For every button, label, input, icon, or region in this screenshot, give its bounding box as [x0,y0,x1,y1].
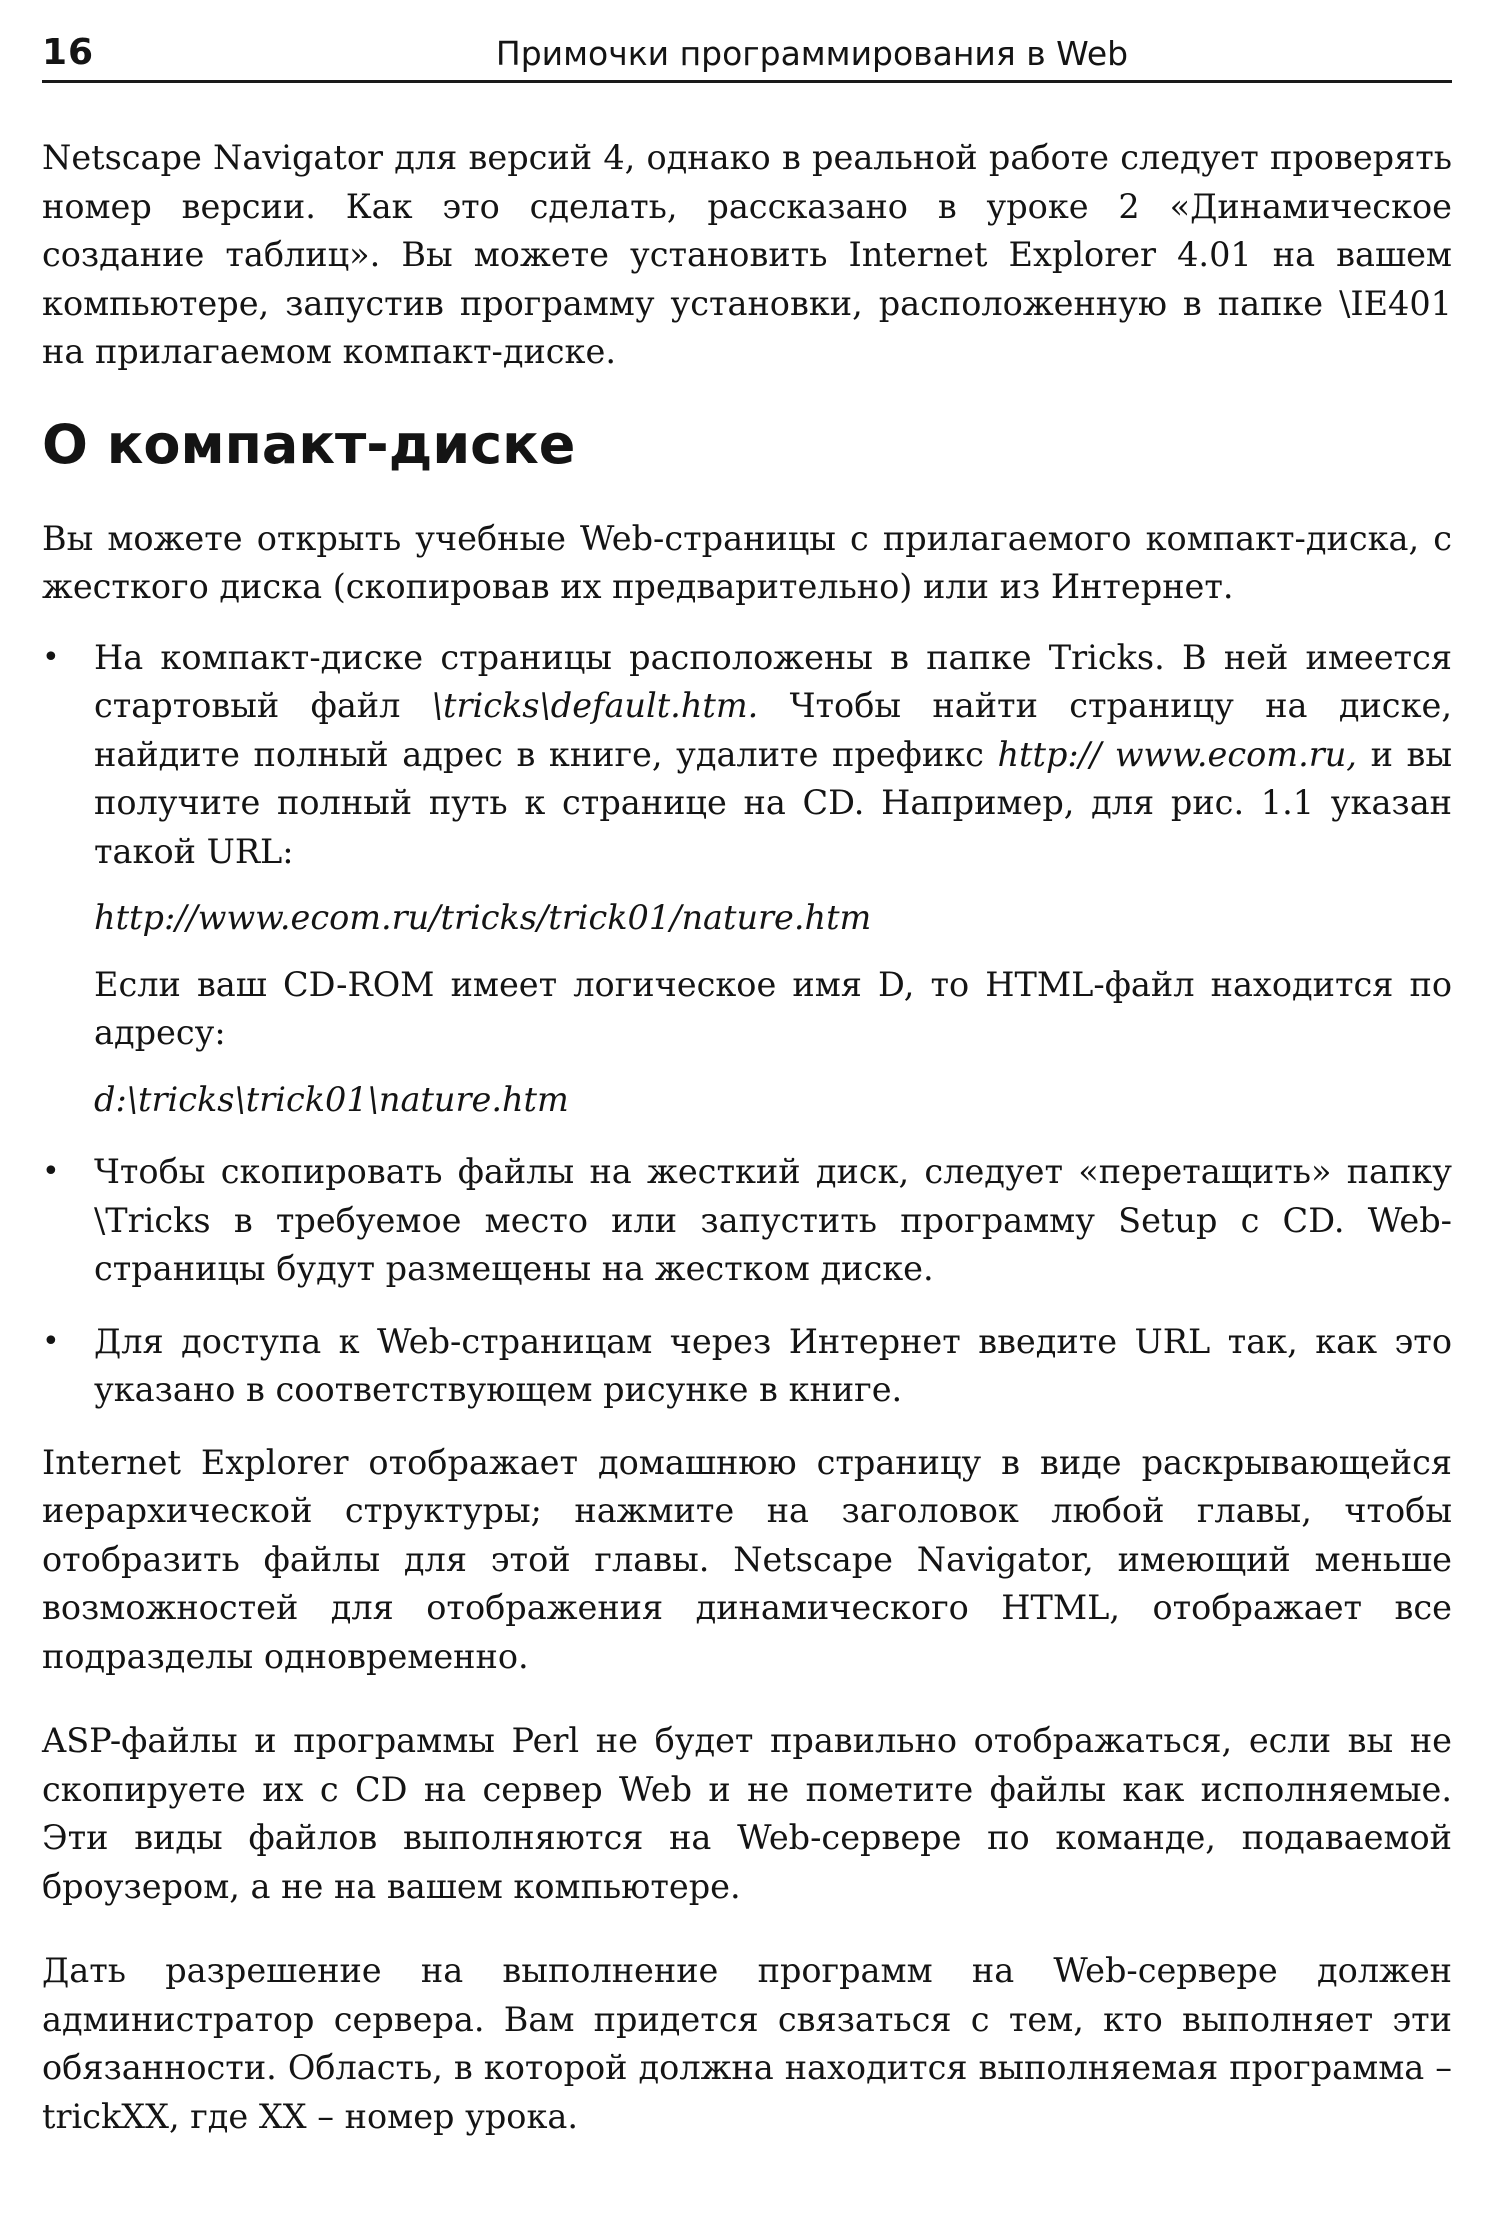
default-file-path: \tricks\default.htm. [431,686,759,725]
bullet-1-part-a: На компакт-диске страницы расположены в папке Tricks. В ней имеется стартовый файл [94,637,1452,725]
asp-paragraph: ASP-файлы и программы Perl не будет правильно отображаться, если вы не скопируете их с CD на сервер Web и не пометите файлы как исполняемые. Эти виды файлов выполняются на Web-сервере по команде, подаваемой броузером, а не на вашем компьютере. [42,1721,1452,1906]
admin-paragraph: Дать разрешение на выполнение программ на Web-сервере должен администратор сервера. Вам придется связаться с тем, кто выполняет эти обязанности. Область, в которой должна находится выполняемая программа – trickXX, где XX – номер урока. [42,1951,1452,2136]
list-item [42,634,1452,1125]
intro-paragraph: Netscape Navigator для версий 4, однако в реальной работе следует проверять номер версии. Как это сделать, рассказано в уроке 2 «Динамическое создание таблиц». Вы можете установить Internet Explorer 4.01 на вашем компьютере, запустив программу установки, расположенную в папке \IE401 на прилагаемом компакт-диске. [42,138,1452,371]
bullet-1-part-b: Чтобы найти страницу на диске, найдите полный адрес в книге, удалите префикс [94,686,1452,774]
local-file-path: d:\tricks\trick01\nature.htm [94,1079,569,1119]
running-header [42,28,1452,83]
running-title: Примочки программирования в Web [495,34,1129,73]
bullet-2-text: Чтобы скопировать файлы на жесткий диск, следует «перетащить» папку \Tricks в требуемое место или запустить программу Setup с CD. Web-страницы будут размещены на жестком диске. [94,1152,1452,1288]
bullet-icon: • [42,1323,60,1359]
list-item [42,1318,1452,1415]
ie-paragraph: Internet Explorer отображает домашнюю страницу в виде раскрывающейся иерархической структуры; нажмите на заголовок любой главы, чтобы отобразить файлы для этой главы. Netscape Navigator, имеющий меньше возможностей для отображения динамического HTML, отображает все подразделы одновременно. [42,1442,1452,1676]
example-url: http://www.ecom.ru/tricks/trick01/nature.htm [94,898,872,937]
bullet-1-text [94,634,1452,877]
url-prefix: http:// www.ecom.ru, [997,734,1357,774]
bullet-1-part-c: и вы получите полный путь к странице на CD. Например, для рис. 1.1 указан такой URL: [94,734,1453,871]
page-body [42,134,1452,2141]
list-item [42,1148,1452,1294]
cd-rom-note: Если ваш CD-ROM имеет логическое имя D, то HTML-файл находится по адресу: [94,964,1452,1052]
bullet-list [42,634,1452,1415]
bullet-icon: • [42,639,60,675]
bullet-icon: • [42,1154,60,1189]
section-heading: О компакт-диске [42,412,576,476]
bullet-3-text: Для доступа к Web-страницам через Интернет введите URL так, как это указано в соответствующем рисунке в книге. [94,1321,1452,1409]
page-number: 16 [42,32,95,73]
section-lead-paragraph: Вы можете открыть учебные Web-страницы с прилагаемого компакт-диска, с жесткого диска (скопировав их предварительно) или из Интернет. [42,518,1452,606]
